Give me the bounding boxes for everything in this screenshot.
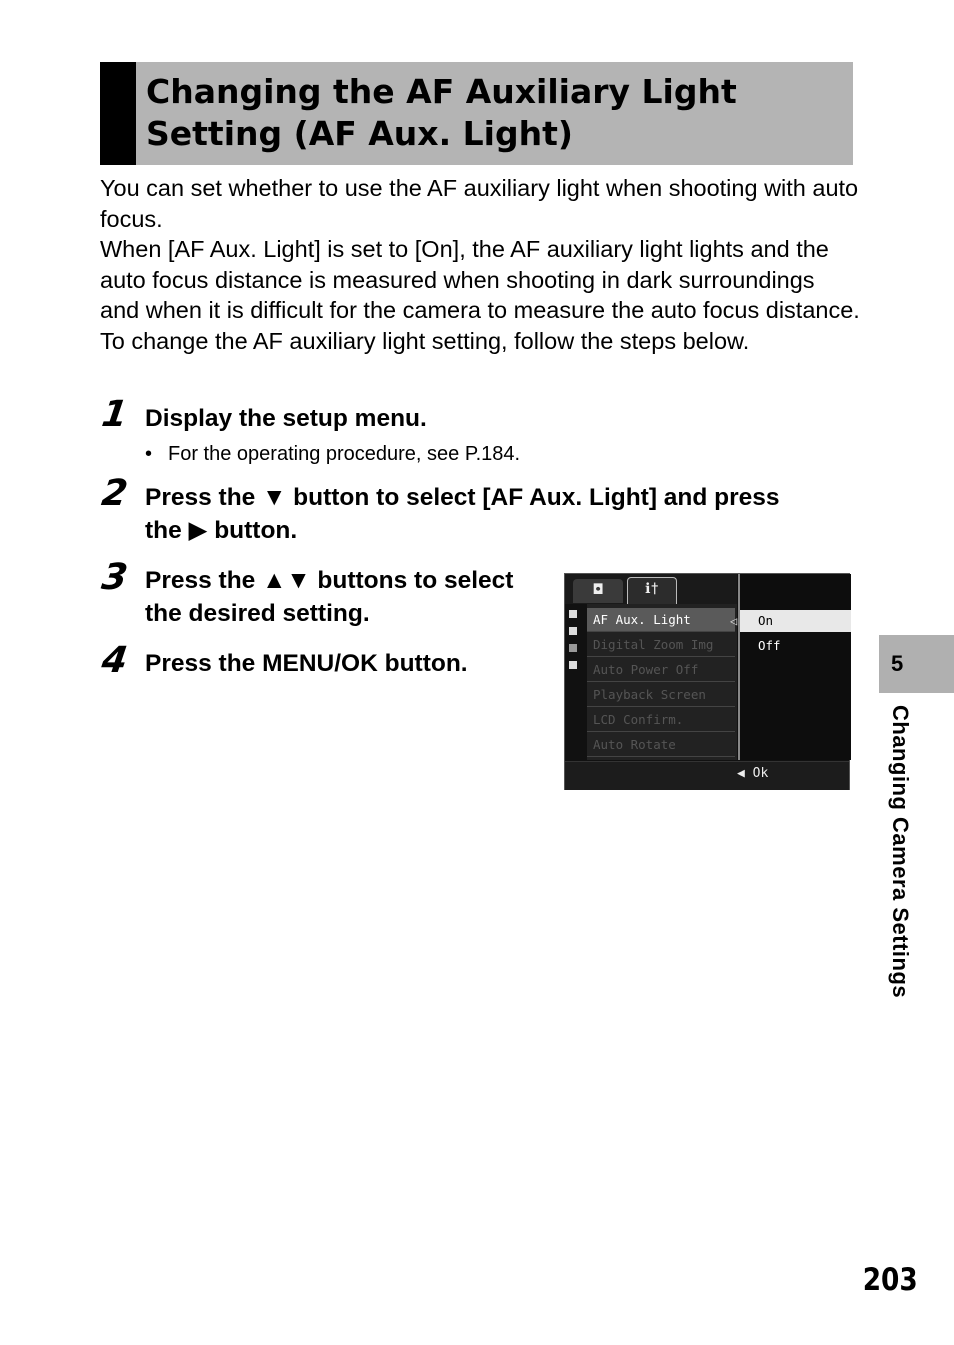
step-2-line-1: Press the ▼ button to select [AF Aux. Light] and press: [145, 484, 780, 511]
option-on: On: [740, 610, 851, 632]
shooting-tab: [573, 579, 623, 603]
intro-paragraph-2: When [AF Aux. Light] is set to [On], the AF auxiliary light lights and the auto focus distance is measured when shooting in dark surroundings and when it is difficult for the camera to measure the auto focus distance.: [100, 236, 860, 323]
camera-screen-illustration: [564, 573, 850, 790]
intro-text: [100, 173, 860, 356]
section-title: [146, 71, 846, 155]
section-title-line-1: Changing the AF Auxiliary Light: [146, 72, 737, 111]
bullet-dot: •: [145, 443, 153, 465]
step-1-note: [145, 441, 520, 467]
setup-tab: [627, 577, 677, 605]
screen-tab-bar: [565, 574, 737, 604]
step-2-text: [145, 481, 780, 547]
camera-icon: ◘: [593, 582, 603, 598]
step-1-text: [145, 402, 427, 435]
step-1-line-1: Display the setup menu.: [145, 405, 427, 432]
step-number-4: 4: [99, 640, 131, 681]
page-number: 203: [862, 1262, 918, 1298]
page-indicator-mark: [569, 610, 577, 618]
page-indicator-mark: [569, 661, 577, 669]
step-number-1: 1: [99, 394, 131, 435]
menu-item-af-aux-light: AF Aux. Light: [587, 608, 735, 632]
step-3-line-1: Press the ▲▼ buttons to select: [145, 567, 514, 594]
menu-item-lcd-confirm: LCD Confirm.: [587, 708, 735, 732]
menu-item-auto-power-off: Auto Power Off: [587, 658, 735, 682]
setup-wrench-icon: ℹ†: [645, 581, 659, 597]
menu-item-digital-zoom-img: Digital Zoom Img: [587, 633, 735, 657]
step-3-text: [145, 564, 513, 630]
page-indicator-mark: [569, 627, 577, 635]
step-3-line-2: the desired setting.: [145, 600, 370, 627]
chapter-title: Changing Camera Settings: [888, 705, 913, 999]
intro-paragraph-1: You can set whether to use the AF auxiliary light when shooting with auto focus.: [100, 175, 859, 232]
chapter-tab: [879, 635, 954, 693]
intro-paragraph-3: To change the AF auxiliary light setting, follow the steps below.: [100, 327, 750, 354]
step-1-note-text: For the operating procedure, see P.184.: [168, 443, 521, 465]
menu-item-playback-screen: Playback Screen: [587, 683, 735, 707]
title-marker-block: [100, 62, 136, 165]
step-2-line-2: the ▶ button.: [145, 517, 298, 544]
caret-left-icon: ◁: [730, 614, 738, 628]
step-4-line-1: Press the MENU/OK button.: [145, 650, 468, 677]
section-title-line-2: Setting (AF Aux. Light): [146, 114, 573, 153]
chapter-number: 5: [891, 651, 904, 676]
section-title-bar: [100, 62, 853, 165]
step-number-3: 3: [99, 557, 131, 598]
setup-menu-list: [587, 604, 737, 760]
step-4-text: [145, 647, 468, 680]
page-indicator: [569, 610, 579, 678]
page-indicator-mark-active: [569, 644, 577, 652]
option-off: Off: [758, 638, 781, 653]
option-list: [738, 574, 851, 760]
screen-footer: [565, 761, 849, 790]
step-number-2: 2: [99, 473, 131, 514]
menu-item-auto-rotate: Auto Rotate: [587, 733, 735, 757]
ok-hint: ◀ Ok: [737, 766, 769, 781]
